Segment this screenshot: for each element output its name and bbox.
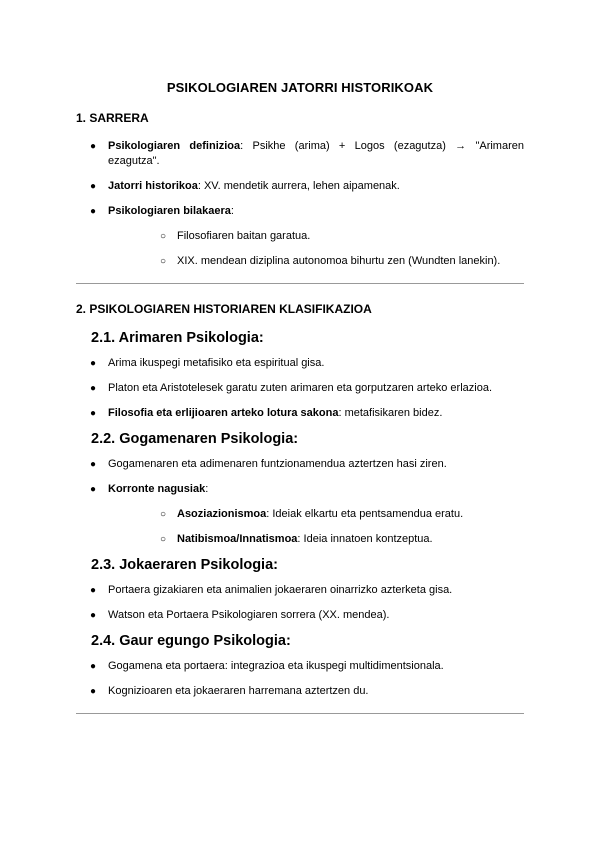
item-bold-label: Korronte nagusiak [108, 483, 206, 495]
list-item [76, 457, 524, 472]
section-divider [76, 713, 524, 714]
subsection-2-3-list [76, 583, 524, 623]
section-1-list [76, 139, 524, 269]
sub-list [108, 507, 524, 547]
item-text: Filosofiaren baitan garatua. [177, 230, 311, 242]
hollow-bullet-icon: ○ [160, 509, 167, 520]
subsection-2-4-heading: 2.4. Gaur egungo Psikologia: [91, 633, 291, 649]
item-text: Watson eta Portaera Psikologiaren sorrera (XX. mendea). [108, 609, 390, 621]
bullet-icon: ● [90, 686, 97, 697]
list-item [76, 684, 524, 699]
bullet-icon: ● [90, 141, 97, 152]
item-text: Portaera gizakiaren eta animalien jokaeraren oinarrizko azterketa gisa. [108, 584, 453, 596]
bullet-icon: ● [90, 358, 97, 369]
list-item [76, 179, 524, 194]
sub-list-item [108, 532, 524, 547]
item-bold-label: Filosofia eta erlijioaren arteko lotura sakona [108, 407, 339, 419]
subsection-2-2-heading: 2.2. Gogamenaren Psikologia: [91, 431, 299, 447]
bullet-icon: ● [90, 484, 97, 495]
document-title: PSIKOLOGIAREN JATORRI HISTORIKOAK [166, 80, 434, 95]
item-text: : [230, 205, 234, 217]
section-1-heading: 1. SARRERA [76, 111, 149, 125]
bullet-icon: ● [90, 383, 97, 394]
sub-list-item [108, 254, 524, 269]
item-text: Platon eta Aristotelesek garatu zuten arimaren eta gorputzaren arteko erlazioa. [108, 382, 493, 394]
list-item [76, 204, 524, 269]
list-item [76, 608, 524, 623]
item-text: Gogamena eta portaera: integrazioa eta ikuspegi multidimentsionala. [108, 660, 444, 672]
item-bold-label: Jatorri historikoa [108, 180, 198, 192]
list-item [76, 406, 524, 421]
subsection-2-1-list [76, 356, 524, 421]
list-item [76, 139, 524, 169]
section-2-heading: 2. PSIKOLOGIAREN HISTORIAREN KLASIFIKAZIOA [76, 302, 372, 316]
item-bold-label: Asoziazionismoa [177, 508, 267, 520]
bullet-icon: ● [90, 610, 97, 621]
document-content [76, 80, 524, 732]
bullet-icon: ● [90, 661, 97, 672]
item-text: Kognizioaren eta jokaeraren harremana aztertzen du. [108, 685, 369, 697]
item-text: : Psikhe (arima) + Logos (ezagutza) → "Arimaren ezagutza". [108, 140, 524, 167]
item-bold-label: Natibismoa/Innatismoa [177, 533, 298, 545]
bullet-icon: ● [90, 585, 97, 596]
item-text: Arima ikuspegi metafisiko eta espiritual gisa. [108, 357, 325, 369]
sub-list-item [108, 507, 524, 522]
sub-list [108, 229, 524, 269]
hollow-bullet-icon: ○ [160, 256, 167, 267]
item-text: XIX. mendean diziplina autonomoa bihurtu zen (Wundten lanekin). [177, 255, 501, 267]
list-item [76, 583, 524, 598]
subsection-2-1-heading: 2.1. Arimaren Psikologia: [91, 330, 264, 346]
bullet-icon: ● [90, 206, 97, 217]
subsection-2-3-heading: 2.3. Jokaeraren Psikologia: [91, 557, 278, 573]
hollow-bullet-icon: ○ [160, 534, 167, 545]
item-text: Gogamenaren eta adimenaren funtzionamendua aztertzen hasi ziren. [108, 458, 447, 470]
item-text: : XV. mendetik aurrera, lehen aipamenak. [197, 180, 400, 192]
sub-list-item [108, 229, 524, 244]
list-item [76, 482, 524, 547]
bullet-icon: ● [90, 181, 97, 192]
item-text: : [205, 483, 209, 495]
item-text: : metafisikaren bidez. [338, 407, 443, 419]
bullet-icon: ● [90, 459, 97, 470]
section-divider [76, 283, 524, 284]
list-item [76, 381, 524, 396]
subsection-2-4-list [76, 659, 524, 699]
item-text: : Ideiak elkartu eta pentsamendua eratu. [266, 508, 464, 520]
item-text: : Ideia innatoen kontzeptua. [297, 533, 433, 545]
bullet-icon: ● [90, 408, 97, 419]
item-bold-label: Psikologiaren bilakaera [108, 205, 231, 217]
list-item [76, 659, 524, 674]
list-item [76, 356, 524, 371]
hollow-bullet-icon: ○ [160, 231, 167, 242]
subsection-2-2-list [76, 457, 524, 547]
item-bold-label: Psikologiaren definizioa [108, 140, 241, 152]
